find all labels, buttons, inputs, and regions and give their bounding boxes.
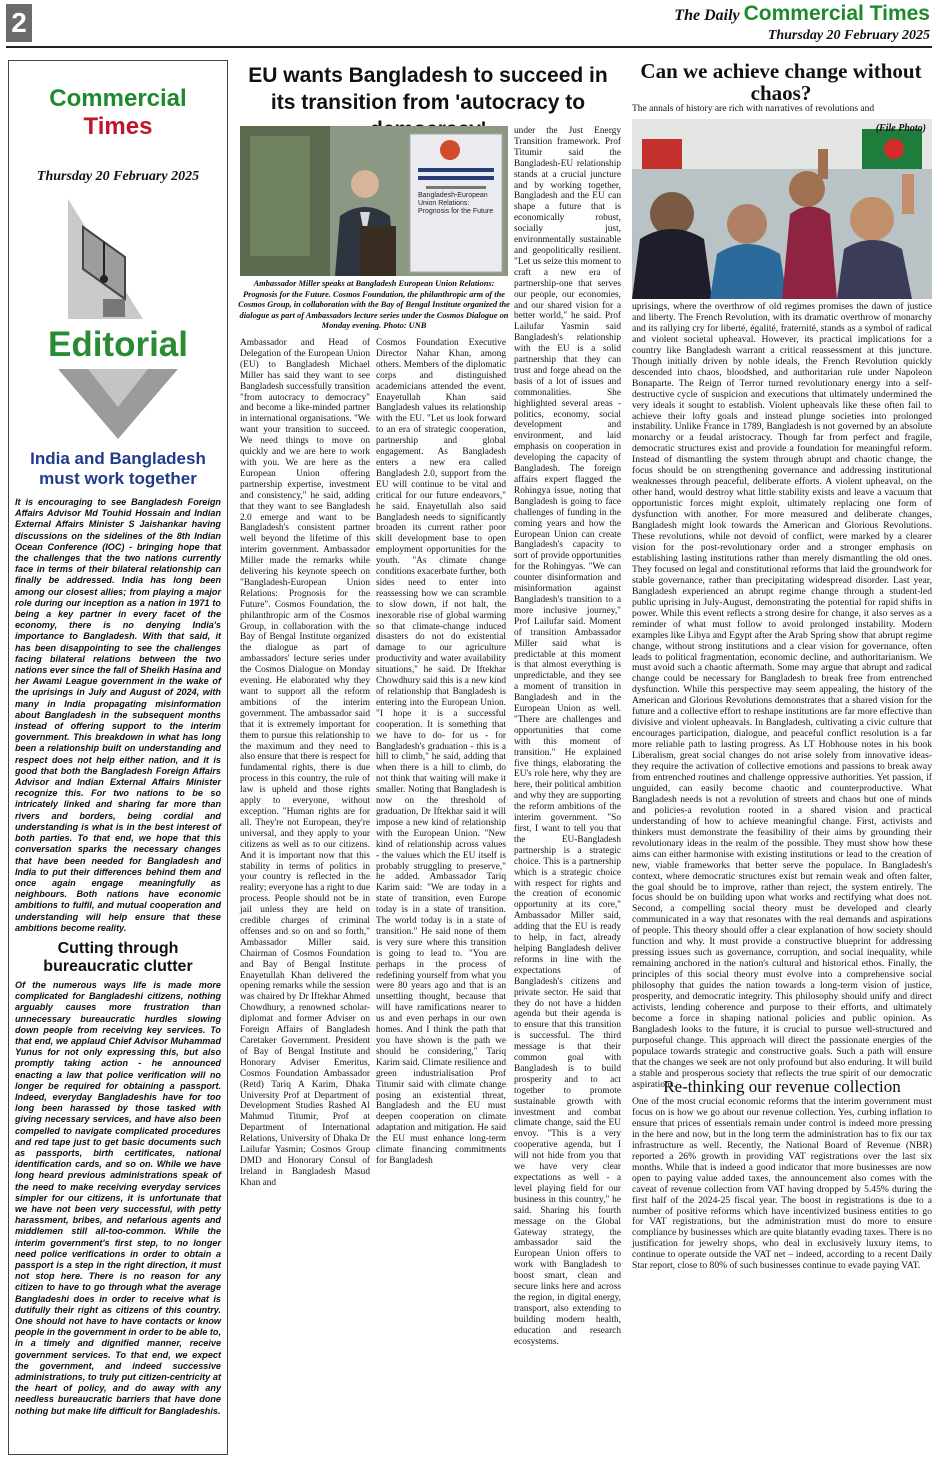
editorial-2-body: Of the numerous ways life is made more complicated for Bangladeshi citizens, nothing arguably causes more frustration than unnecessary bureaucratic hurdles slowing down people from receiving key services. To that end, we applaud Chief Advisor Muhammad Yunus for not only expressing this, but also promptly taking action - he announced enacting a law that police verification will no longer be required for obtaining a passport. Indeed, everyday Bangladeshis have for too long been harassed by those tasked with giving necessary services, and have also been compelled to navigate complicated procedures and red tape just to get basic documents such as passports, birth certificates, national identification cards, and so on. While we have long heard previous administrations speak of the need to make receiving everyday services simpler for our citizens, it is unfortunate that we have not been very successful, with petty harassment, bribes, and nefarious agents and middlemen still all-too-common. While the interim government's first step, to no longer need police verifications in order to obtain a passport is a step in the right direction, it must not stop here. There is no reason for any citizen to have to go through what the average Bangladeshi does in order to receive what is dutifully their right as citizens of this country. One should not have to have contacts or know people in the government in order to be able to, in a timely and dignified manner, receive government services. To that end, we expect the government, and indeed successive administrations, to truly put citizen-centricity at the heart of policy, and do away with any needless bureaucratic barriers that have done nothing but make life difficult for Bangladeshis. (15, 979, 221, 1416)
masthead (600, 2, 930, 44)
editorial-2-headline: Cutting through bureaucratic clutter (43, 939, 193, 975)
page-number: 2 (6, 4, 32, 42)
editorial-sidebar (8, 60, 228, 1455)
banner-title: Bangladesh-European Union Relations: Prognosis for the Future (418, 192, 494, 215)
pen-nib-icon (63, 199, 173, 319)
article-1-headline: EU wants Bangladesh to succeed in its transition from 'autocracy to (248, 64, 608, 114)
article-2-photo (632, 119, 932, 299)
masthead-date: Thursday 20 February 2025 (767, 28, 930, 43)
article-1-column-c: under the Just Energy Transition framework. Prof Titumir said the Bangladesh-EU relationship stands at a crucial juncture and by working together, Bangladesh and the EU can shape a future that is economically robust, socially just, environmentally sustainable and geopolitically resilient. "Let us seize this moment to craft a new era of partnership-one that serves our people, our economies, and our shared vision for a better world," he said. Prof Lailufar Yasmin said Bangladesh's relationship with the EU is a solid partnership that they can trust and forge ahead on the basis of a lot of issues and commonalities. She highlighted several areas - politics, economy, social development and environment, and laid emphasis on cooperation in developing the capacity of Bangladesh. The foreign affairs expert flagged the Rohingya issue, noting that Bangladesh is going to face challenges of funding in the coming years and how the European Union can create Bangladesh's capacity to sort of provide opportunities for the Rohingyas. "We can counter disinformation and misinformation against Bangladesh's transition to a more inclusive journey," Prof Lailufar said. Moment of transition Ambassador Miller said what is predictable at this moment is that almost everything is unpredictable, and they see a moment of transition in Bangladesh and in the European Union as well. "There are challenges and opportunities that come with this moment of transition." He explained five things, elaborating the EU's role here, why they are here, their political ambition and why they are supporting the reform ambitions of the interim government. "So first, I want to tell you that the EU-Bangladesh partnership is a strategic choice. This is a partnership which is a strategic choice with respect for rights and the creation of economic opportunity at its core," Ambassador Miller said, adding that the EU is ready to help, in fact, already helping Bangladesh deliver reforms in line with the expectations of Bangladesh's citizens and private sector. He said that they do not have a hidden agenda but their agenda is to ensure that this transition is successful. The third message is that their common goal with Bangladesh is to build prosperity and to act together to promote sustainable growth with investment and combat climate change, said the EU envoy. "This is a very cooperative agenda, but I will not hide from you that we have very clear expectations as well - a level playing field for our business in this country," he said. Sharing his fourth message on the Global Gateway strategy, the ambassador said the European Union offers to work with Bangladesh to boost smart, clean and secure links here and across the region, in digital energy, transport, also extending to building modern health, education and research ecosystems. (514, 126, 621, 1347)
masthead-title (600, 2, 930, 26)
masthead-prefix: The Daily (674, 7, 740, 24)
editorial-1-body: It is encouraging to see Bangladesh Foreign Affairs Advisor Md Touhid Hossain and Indian External Affairs Minister S Jaishankar having discussions on the sidelines of the 8th Indian Ocean Conference (IOC) - bringing hope that the challenges that the two nations currently face in terms of their bilateral relationship can finally be addressed. India has long been among our closest allies; from playing a major role during our inception as a nation in 1971 to being a key partner in every facet of the economy, there is no denying India's importance to Bangladesh. With that said, it has been disappointing to see the challenges facing bilateral relations between the two nations ever since the fall of Sheikh Hasina and her Awami League government in the wake of the uprisings in July and August of 2024, with many in India propagating misinformation about Bangladesh in the subsequent months instead of offering support to the interim government. This breakdown in what has long been a relationship built on understanding and respect does not help either nation, and it is good that both the Bangladesh Foreign Affairs Advisor and Indian External Affairs Minister recognize this. For two nations to be so intricately linked and sharing far more than rivers and borders, being cordial and understanding is what is in the best interest of both parties. To that end, we hope that this conversation sparks the necessary changes that have been needed for Bangladesh and India to put their differences behind them and once again engage meaningfully as neighbours. Both nations have economic ambitions to fulfil, and mutual cooperation and understanding will help ensure that these ambitions become reality. (15, 497, 221, 933)
article-1-photo (240, 126, 508, 276)
logo-commercial: Commercial (49, 85, 187, 112)
photo-label: (File Photo) (875, 123, 926, 134)
article-1-column-a: Ambassador and Head of Delegation of the European Union (EU) to Bangladesh Michael Miller has said they want to see Bangladesh successfully transition "from autocracy to democracy" and become a like-minded partner in international organisations. "We want your transition to succeed. We need things to move on quickly and we are here to work with you. We are here as the European Union offering partnership expertise, investment and consistency," he said, adding that they want to see Bangladesh 2.0 emerge and want to be Bangladesh's consistent partner well beyond the lifetime of this interim government. Ambassador Miller made the remarks while delivering his keynote speech on "Bangladesh-European Union Relations: Prognosis for the Future". Cosmos Foundation, the philanthropic arm of the Cosmos Group, in collaboration with the Bay of Bengal Institute organized the dialogue as part of ambassadors' lecture series under the Cosmos Dialogue on Monday evening. He elaborated why they want to support all the reform ambitions of the interim government. The ambassador said that it is extremely important for them to pursue this relationship to the maximum and they need to also ensure that there is respect for fundamental rights, there is due process in this country, the rule of law is upheld and those rights apply to everyone, without exception. "Human rights are for all. They're not European, they're universal, and they apply to your citizens as well as to our citizens. And it is important now that this stability in terms of politics in your country is reflected in the reality; everyone has a right to due process. People should not be in jail unless they are held on credible charges of criminal offenses and so on and so forth," Ambassador Miller said. Chairman of Cosmos Foundation and Bay of Bengal Institute Enayetullah Khan delivered the opening remarks while the session was chaired by Dr Iftekhar Ahmed Chowdhury, a renowned scholar-diplomat and former Adviser on Foreign Affairs of Bangladesh Caretaker Government. President of Bay of Bengal Institute and Honorary Adviser Emeritus, Cosmos Foundation Ambassador (Retd) Tariq A Karim, Dhaka University Prof at Department of Development Studies Rashed Al Mahmud Titumir, Prof at Department of International Relations, University of Dhaka Dr Lailufar Yasmin; Cosmos Group DMD and Honorary Consul of Ireland in Bangladesh Masud Khan and (240, 338, 370, 1188)
sidebar-date: Thursday 20 February 2025 (36, 169, 200, 184)
article-2-intro: The annals of history are rich with narratives of revolutions and (632, 104, 875, 114)
article-2-body: uprisings, where the overthrow of old regimes promises the dawn of justice and liberty. The French Revolution, with its dramatic overthrow of monarchy and its rallying cry for liberté, égalité, fraternité, stands as a symbol of radical and violent societal upheaval. However, its practical implications for a country like Bangladesh warrant a critical reassessment at this juncture. Though initially driven by noble ideals, the French Revolution quickly descended into chaos, bloodshed, and authoritarian rule under Napoleon Bonaparte. The Reign of Terror turned revolutionary energy into a self-destructive cycle of suspicion and executions that ultimately undermined the very ideals it sought to establish. Violent upheavals like these often fail to achieve their lofty goals and instead plunge societies into prolonged instability. Unlike France in 1789, Bangladesh is not governed by an absolute monarchy or a feudal aristocracy. Though far from perfect and fragile, democratic structures exist and provide a foundation for meaningful reform. Instead of dismantling the system through abrupt and chaotic change, the focus should be on strengthening governance and addressing institutional weaknesses through peaceful, deliberate efforts. A violent upheaval, on the other hand, would destroy what little stability exists and leave a vacuum that opportunistic forces might exploit, ultimately replacing one form of dysfunction with another. For more measured and deliberate changes, Bangladesh might look towards the American and Glorious Revolutions. These revolutions, while not devoid of conflict, were marked by a clearer vision for the post-revolutionary order and a stronger emphasis on establishing lasting institutions rather than merely dismantling the old ones. They focused on legal and constitutional reforms that laid the groundwork for stable governance, rather than precipitating widespread disorder. Last year, Bangladesh experienced an abrupt regime change through a student-led public uprising in July-August, demonstrating the potential for rapid shifts in power. While this event reflects a strong desire for change, it also serves as a reminder of what must follow to avoid prolonged instability. Modern examples like Libya and Egypt after the Arab Spring show that abrupt regime change, without strong institutions and a clear vision for governance, often leads to political fragmentation, economic decline, and authoritarianism. We must avoid such a chaotic aftermath. Some may argue that abrupt and radical change could be necessary for Bangladesh to break free from entrenched dysfunction. While this perspective may seem appealing, the history of the American and Glorious Revolutions demonstrates that a shared vision for the future and a collective effort to reshape institutions are far more effective than divisive and violent upheavals. In Bangladesh, cultivating a civic culture that encourages participation, dialogue, and peaceful conflict resolution is a far more reliable path to lasting progress. As LT Hobhouse notes in his book Liberalism, great social changes do not arise solely from innovative ideas-they require the activation of collective emotions and passions to break away from entrenched routines and challenge oppressive authorities. Yet passion, if unguided, can easily become chaotic and counterproductive. What Bangladesh needs is not a revolution of streets and chaos but one of minds and policies-a revolution rooted in a shared vision and practical understanding of how to achieve meaningful change. First, activists and thinkers must demonstrate the feasibility of their aims by grounding their revolutionary ideas in the realm of the possible. They must show how these aims can either harmonise with existing institutions or lead to the creation of new, viable frameworks that better serve the populace. In Bangladesh's context, where democratic structures exist but remain weak and often falter, the goal should be to improve, rather than reject, the system entirely. The focus should be on building upon what works and rectifying what does not. Second, a compelling social theory must be developed and clearly communicated in a way that resonates with the real demands and aspirations of people. This theory should offer a clear explanation of how society should function and why. It must provide a constructive blueprint for addressing pressing issues such as governance, corruption, and social inequality, while remaining anchored in the nation's cultural and historical ethos. Finally, the principles of this social theory must evolve into a comprehensive social philosophy that guides the nation towards a long-term vision of justice, prosperity, and democratic integrity. This philosophy should unify and direct activists, lending coherence and purpose to their efforts, and ultimately become a force in shaping national policies and public opinion. As Bangladesh looks to the future, it is crucial to pursue well-structured and purposeful change. This approach will direct the passionate energies of the populace towards strategic and constructive goals. Such a path will ensure that the changes we seek are not only profound but also enduring. It will build a stable and prosperous society that reflects the true spirit of our democratic aspirations. (632, 301, 932, 1090)
arrow-down-icon (58, 369, 178, 439)
article-3-headline: Re-thinking our revenue collection (663, 1077, 901, 1096)
article-2-headline: Can we achieve change without chaos? (640, 59, 922, 105)
article-3-body: One of the most crucial economic reforms that the interim government must focus on is how we go about our revenue collection. Yes, curbing inflation to ensure that prices of essentials remain under control is indeed more pressing in the here and now, but in the long term the administration has to fix our tax infrastructure as well. Recently, the National Board of Revenue (NBR) reported a 26% growth in providing VAT registrations over the last six months. While that is indeed a good indicator that more businesses are now open to paying value added taxes, the announcement also comes with the caveat of revenue collection from VAT having dropped by 5.45% during the first half of the 2024-25 fiscal year. The boost in registrations is due to a number of positive reforms which have incentivized business entities to go for VAT registrations, but the administration must do more to ensure compliance by businesses which are quite blatantly evading taxes. There is no justification for jewelry shops, who deal in exclusively luxury items, to continue to operate outside the VAT net – indeed, according to a recent Daily Star report, close to 80% of such businesses continue to evade paying VAT. (632, 1096, 932, 1272)
article-1-caption: Ambassador Miller speaks at Bangladesh European Union Relations: Prognosis for the Future. Cosmos Foundation, the philanthropic arm of the Cosmos Group, in collaboration with the Bay of Bengal Institute organized the dialogue as part of Ambassadors lecture series under the Cosmos Dialogue on Monday evening. Photo: UNB (238, 279, 510, 331)
sidebar-logo (15, 85, 221, 141)
masthead-name: Commercial Times (743, 2, 930, 25)
masthead-rule (6, 46, 932, 48)
editorial-1-headline: India and Bangladesh must work together (30, 449, 206, 488)
article-1-column-b: Cosmos Foundation Executive Director Nahar Khan, among others. Members of the diplomatic corps and distinguished academicians attended the event. Enayetullah Khan said Bangladesh values its relationship with the EU. "Let us look forward to an era of strategic cooperation, partnership and global engagement. As Bangladesh enters a new era called Bangladesh 2.0, support from the EU will continue to be vital and critical for our future endeavors," he said. Enayetullah also said Bangladesh needs to significantly broaden its current rather poor skill development base to open employment opportunities for the youth. "As climate change conditions exacerbate further, both sides need to enter into reassessing how we can scramble to slow down, if not halt, the inexorable rise of global warming so that climate-change induced disasters do not do existential damage to our agriculture productivity and water availability situations," he said. Dr Iftekhar Chowdhury said this is a new kind of relationship that Bangladesh is entering into the European Union. "I hope it is a successful cooperation. It is something that we have to do- for us - for Bangladesh's graduation - this is a hill to climb," he said, adding that when there is a hill to climb, do not think that waiting will make it smaller. Noting that Bangladesh is now on the threshold of graduation, Dr Iftekhar said it will impose a new kind of relationship with the European Union. "New kind of relationship across values - the values which the EU itself is probably struggling to preserve," he added. Ambassador Tariq Karim said: "We are today in a state of transition, even Europe today is in a state of transition. The world today is in a state of transition." He said none of them is very sure where this transition is going to lead to. "You are perhaps in the process of redefining yourself from what you were 80 years ago and that is an unsettling thought, because that will have ramifications nearer to us and even perhaps in our own homes. And I think the path that you have shown is the path we should be considering," Tariq Karim said. Climate resilience and green industrialisation Prof Titumir said with climate change posing an existential threat, Bangladesh and the EU must deepen cooperation on climate adaptation and mitigation. He said the EU must enhance long-term climate financing commitments for Bangladesh (376, 338, 506, 1166)
logo-times: Times (83, 113, 153, 140)
section-title: Editorial (47, 325, 189, 364)
